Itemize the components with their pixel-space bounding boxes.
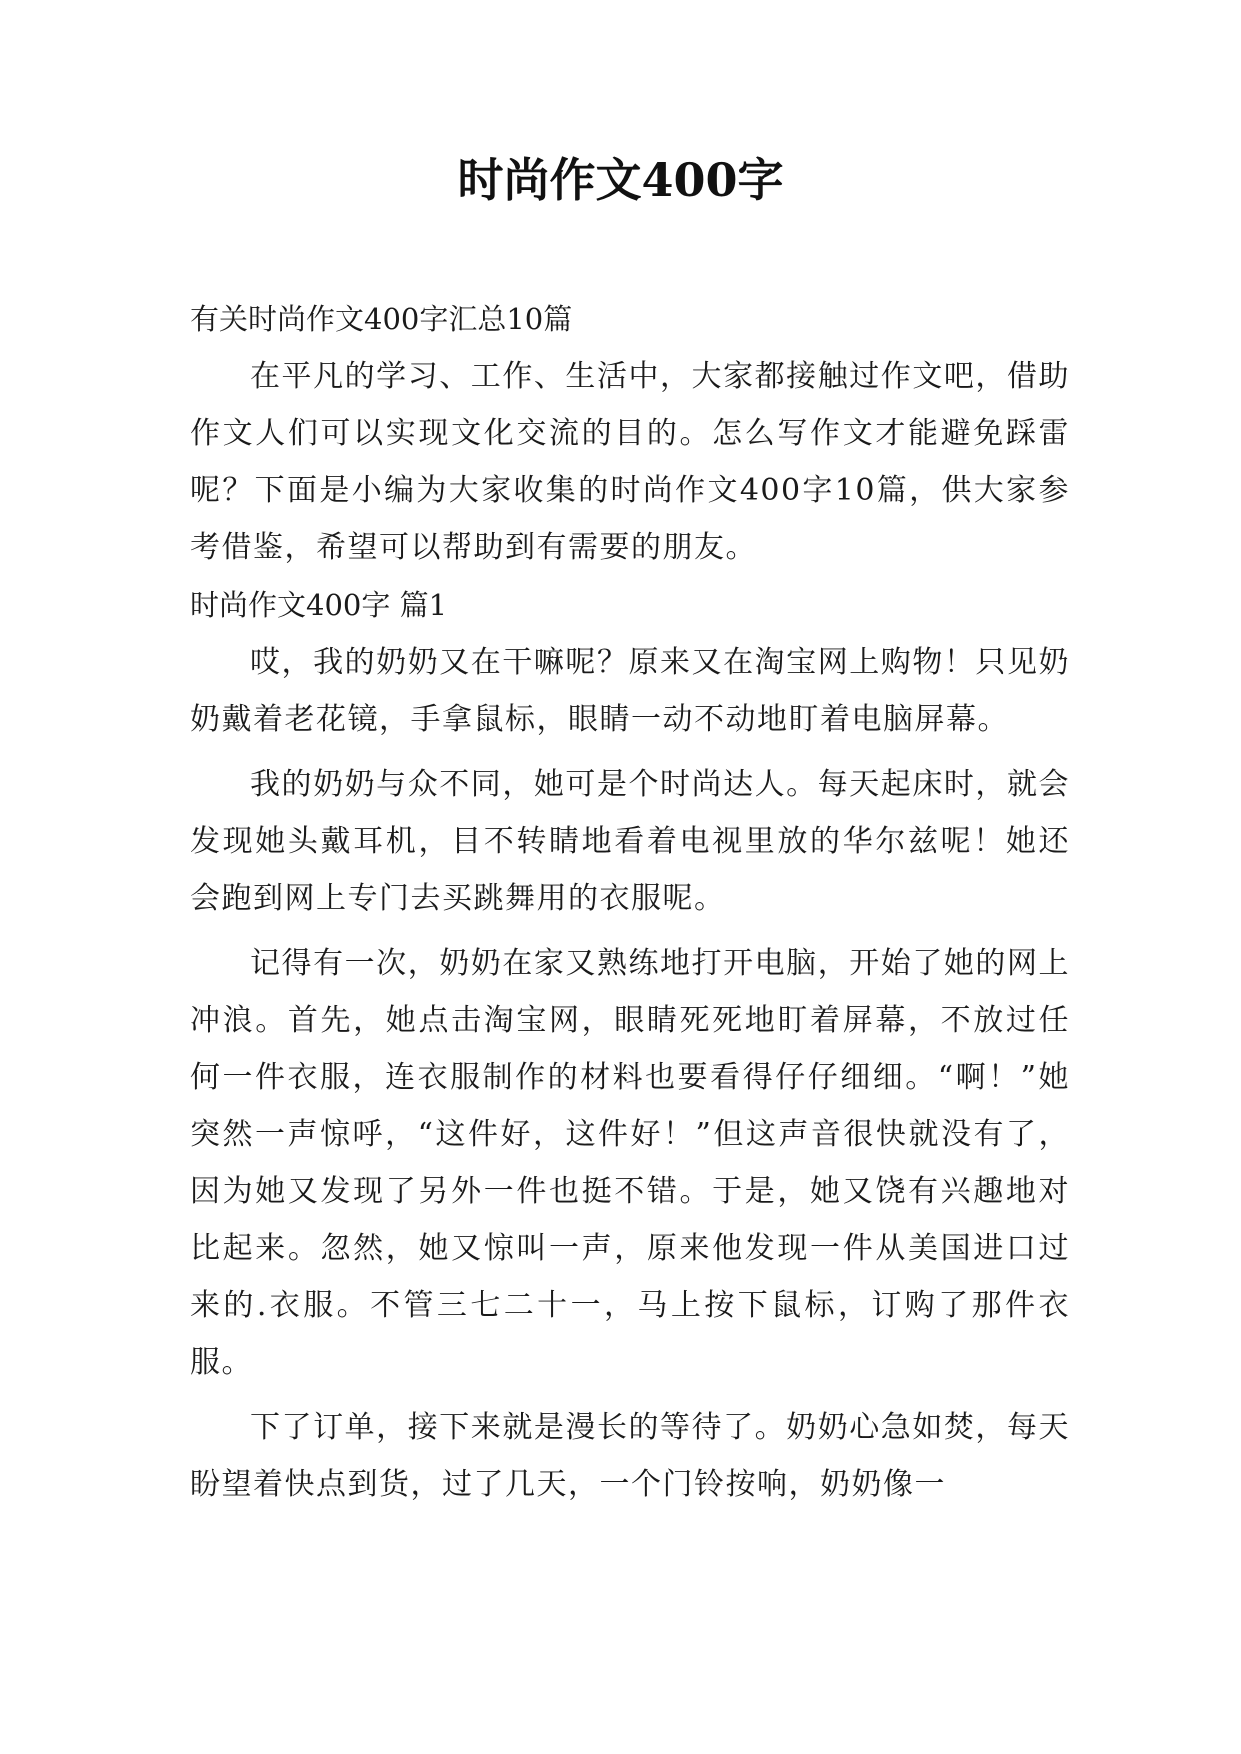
body-paragraph: 记得有一次，奶奶在家又熟练地打开电脑，开始了她的网上冲浪。首先，她点击淘宝网，眼睛死死地盯着屏幕，不放过任何一件衣服，连衣服制作的材料也要看得仔仔细细。“啊！”她突然一声惊呼，“这件好，这件好！”但这声音很快就没有了，因为她又发现了另外一件也挺不错。于是，她又饶有兴趣地对比起来。忽然，她又惊叫一声，原来他发现一件从美国进口过来的.衣服。不管三七二十一，马上按下鼠标，订购了那件衣服。 <box>190 946 1070 1380</box>
document-title: 时尚作文400字 <box>457 153 784 207</box>
body-paragraph: 下了订单，接下来就是漫长的等待了。奶奶心急如焚，每天盼望着快点到货，过了几天，一个门铃按响，奶奶像一 <box>190 1410 1070 1502</box>
body-paragraph: 哎，我的奶奶又在干嘛呢？原来又在淘宝网上购物！只见奶奶戴着老花镜，手拿鼠标，眼睛一动不动地盯着电脑屏幕。 <box>190 645 1070 737</box>
body-paragraph: 我的奶奶与众不同，她可是个时尚达人。每天起床时，就会发现她头戴耳机，目不转睛地看着电视里放的华尔兹呢！她还会跑到网上专门去买跳舞用的衣服呢。 <box>190 767 1070 916</box>
document-subtitle: 有关时尚作文400字汇总10篇 <box>190 302 573 336</box>
section-heading: 时尚作文400字 篇1 <box>190 588 448 622</box>
intro-paragraph: 在平凡的学习、工作、生活中，大家都接触过作文吧，借助作文人们可以实现文化交流的目的。怎么写作文才能避免踩雷呢？下面是小编为大家收集的时尚作文400字10篇，供大家参考借鉴，希望可以帮助到有需要的朋友。 <box>190 359 1070 565</box>
document-body <box>190 290 1070 1513</box>
